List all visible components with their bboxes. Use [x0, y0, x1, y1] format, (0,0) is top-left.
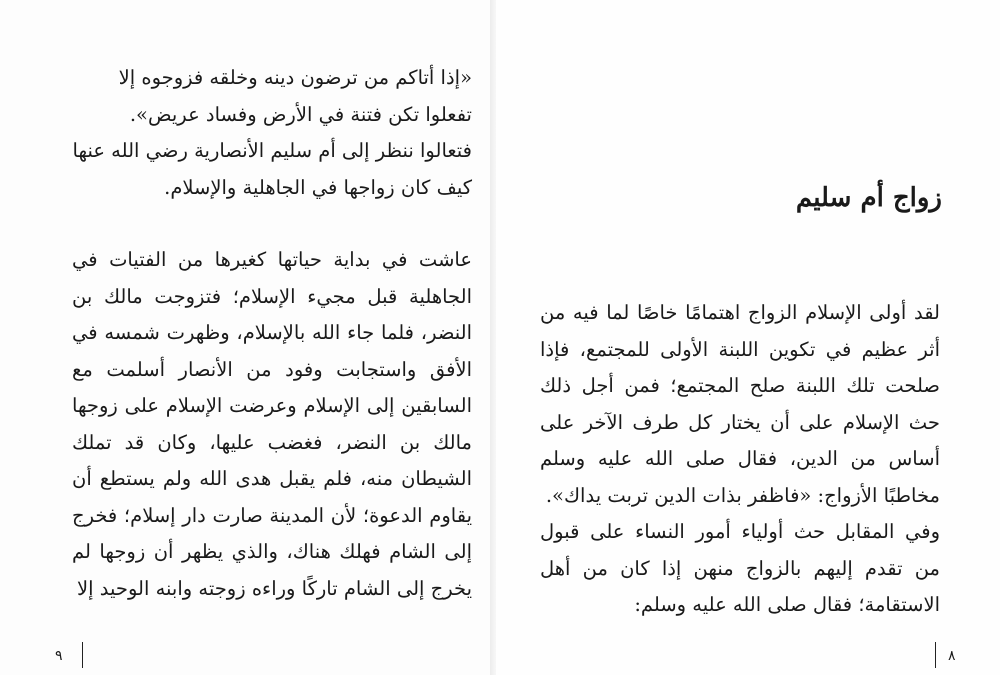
text-line: «إذا أتاكم من ترضون دينه وخلقه فزوجوه إلا — [118, 66, 472, 89]
left-page — [0, 0, 496, 675]
paragraph: وفي المقابل حث أولياء أمور النساء على قبول من تقدم إليهم بالزواج منهن إذا كان من أهل الاستقامة؛ فقال صلى الله عليه وسلم: — [540, 520, 940, 616]
paragraph: عاشت في بداية حياتها كغيرها من الفتيات في الجاهلية قبل مجيء الإسلام؛ فتزوجت مالك بن النضر، فلما جاء الله بالإسلام، وظهرت شمسه في الأفق واستجابت وفود من الأنصار أسلمت مع السابقين إلى الإسلام وعرضت الإسلام على زوجها مالك بن النضر، فغضب عليها، وكان قد تملك الشيطان منه، فلم يقبل هدى الله ولم يستطع أن يقاوم الدعوة؛ لأن المدينة صارت دار إسلام؛ فخرج إلى الشام فهلك هناك، والذي يظهر أن زوجها لم يخرج إلى الشام تاركًا وراءه زوجته وابنه الوحيد إلا — [72, 248, 472, 600]
page-number: ٨ — [948, 648, 956, 664]
footer-rule — [935, 642, 936, 668]
text-line: تفعلوا تكن فتنة في الأرض وفساد عريض». — [129, 102, 472, 126]
intro-paragraphs — [540, 295, 940, 624]
paragraph: لقد أولى الإسلام الزواج اهتمامًا خاصًا لما فيه من أثر عظيم في تكوين اللبنة الأولى للمجتمع، فإذا صلحت تلك اللبنة صلح المجتمع؛ فمن أجل ذلك حث الإسلام على أن يختار كل طرف الآخر على أساس من الدين، فقال صلى الله عليه وسلم مخاطبًا الأزواج: «فاظفر بذات الدين تربت يداك». — [540, 301, 940, 507]
footer-rule — [82, 642, 83, 668]
text-line: فتعالوا ننظر إلى أم سليم الأنصارية رضي الله عنها — [72, 139, 472, 162]
chapter-title: زواج أم سليم — [795, 183, 942, 213]
page-number: ٩ — [55, 648, 63, 664]
hadith-continuation — [72, 60, 472, 206]
biography-paragraph — [72, 242, 472, 607]
text-line: كيف كان زواجها في الجاهلية والإسلام. — [164, 175, 472, 199]
